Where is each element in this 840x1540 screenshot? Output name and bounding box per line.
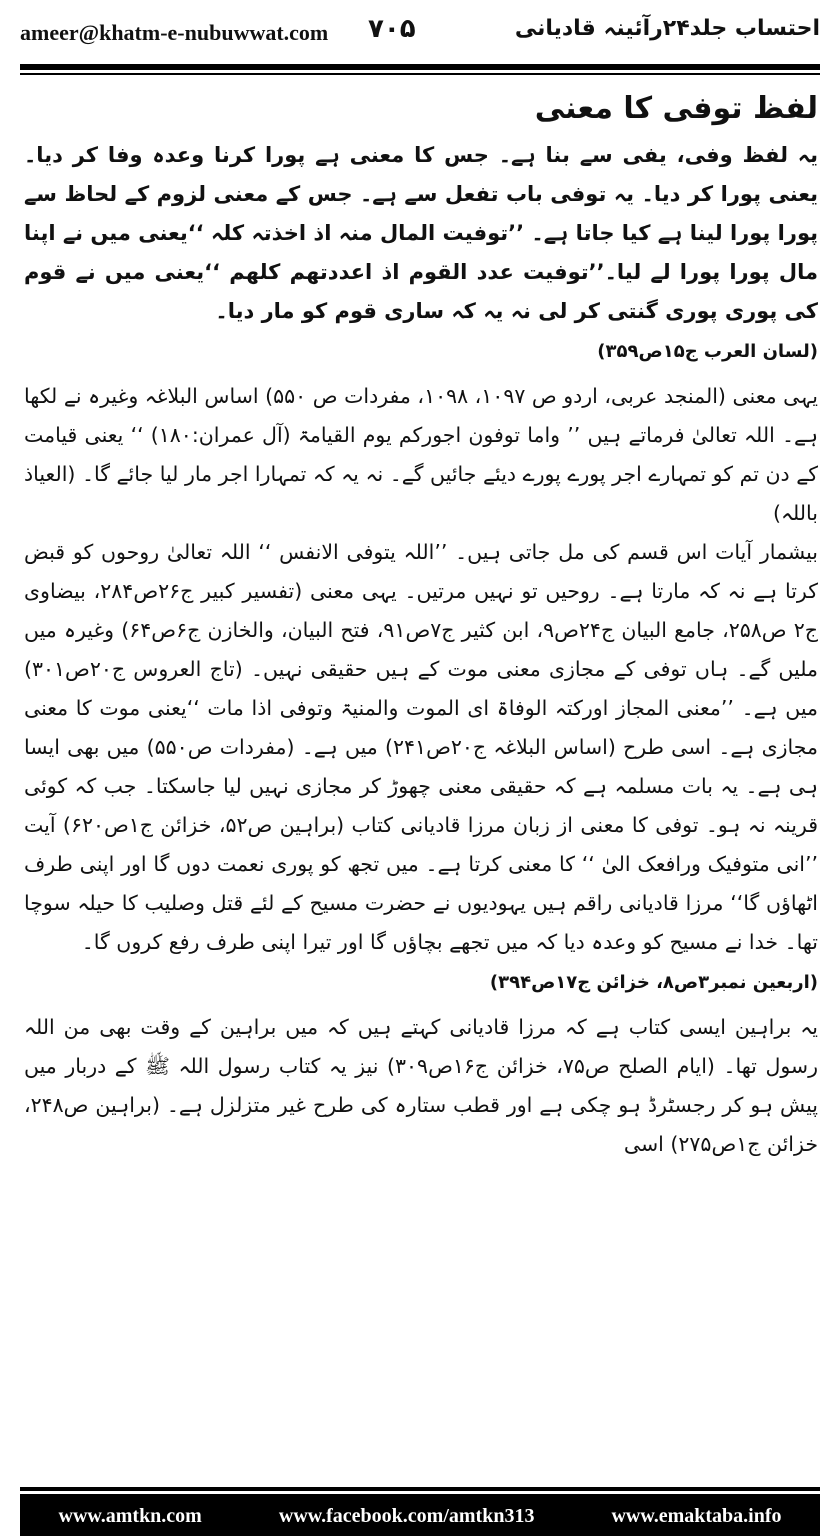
- footer-bar: [20, 1496, 820, 1536]
- page-content: [24, 82, 818, 1164]
- paragraph-4: یہ براہین ایسی کتاب ہے کہ مرزا قادیانی کہتے ہیں کہ میں براہین کے وقت بھی من اللہ رسول تھا۔ (ایام الصلح ص۷۵، خزائن ج۱۶ص۳۰۹) نیز یہ کتاب رسول اللہ ﷺ کے دربار میں پیش ہو کر رجسٹرڈ ہو چکی ہے اور قطب ستارہ کی طرح غیر متزلزل ہے۔ (براہین ص۲۴۸، خزائن ج۱ص۲۷۵) اسی: [24, 1015, 819, 1156]
- page-number: ۷۰۵: [368, 14, 416, 44]
- header-email[interactable]: ameer@khatm-e-nubuwwat.com: [20, 20, 329, 45]
- paragraph-1: یہ لفظ وفی، یفی سے بنا ہے۔ جس کا معنی ہے پورا کرنا وعدہ وفا کر دیا۔ یعنی پورا کر دیا۔ یہ توفی باب تفعل سے ہے۔ جس کے معنی لزوم کے لحاظ سے پورا پورا لینا ہے کیا جاتا ہے۔ ’’توفیت المال منہ اذ اخذتہ کلہ ‘‘یعنی میں نے اپنا مال پورا پورا لے لیا۔’’توفیت عدد القوم اذ اعددتھم کلھم ‘‘یعنی میں نے قوم کی پوری پوری گنتی کر لی نہ یہ کہ ساری قوم کو مار دیا۔: [24, 143, 818, 323]
- section-heading: لفظ توفی کا معنی: [534, 91, 818, 126]
- header-rule-thin: [20, 73, 820, 75]
- series-title: احتساب جلد۲۴رآئینہ قادیانی: [514, 16, 820, 41]
- footer-link-facebook[interactable]: www.facebook.com/amtkn313: [278, 1504, 535, 1527]
- reference-1: (لسان العرب ج۱۵ص۳۵۹): [597, 341, 818, 362]
- footer-link-emaktaba[interactable]: www.emaktaba.info: [611, 1504, 782, 1527]
- header-rule-thick: [20, 64, 820, 70]
- footer-link-amtkn[interactable]: www.amtkn.com: [58, 1504, 202, 1527]
- footer-rule-thick: [20, 1487, 820, 1491]
- page-header: [20, 14, 820, 60]
- paragraph-3: بیشمار آیات اس قسم کی مل جاتی ہیں۔ ’’اللہ یتوفی الانفس ‘‘ اللہ تعالیٰ روحوں کو قبض کرتا ہے نہ کہ مارتا ہے۔ روحیں تو نہیں مرتیں۔ یہی معنی (تفسیر کبیر ج۲۶ص۲۸۴، بیضاوی ج۲ ص۲۵۸، جامع البیان ج۲۴ص۹، ابن کثیر ج۷ص۹۱، فتح البیان، والخازن ج۶ص۶۴) وغیرہ میں ملیں گے۔ ہاں توفی کے مجازی معنی موت کے ہیں حقیقی نہیں۔ (تاج العروس ج۲۰ص۳۰۱) میں ہے۔ ’’معنی المجاز اورکتہ الوفاۃ ای الموت والمنیۃ وتوفی اذا مات ‘‘یعنی موت کا معنی مجازی ہے۔ اسی طرح (اساس البلاغہ ج۲۰ص۲۴۱) میں ہے۔ (مفردات ص۵۵۰) میں بھی ایسا ہی ہے۔ یہ بات مسلمہ ہے کہ حقیقی معنی چھوڑ کر مجازی نہیں لیا جاسکتا۔ جب کہ کوئی قرینہ نہ ہو۔ توفی کا معنی از زبان مرزا قادیانی کتاب (براہین ص۵۲، خزائن ج۱ص۶۲۰) آیت ’’انی متوفیک ورافعک الیٰ ‘‘ کا معنی کرتا ہے۔ میں تجھ کو پوری نعمت دوں گا اور اپنی طرف اٹھاؤں گا‘‘ مرزا قادیانی راقم ہیں یہودیوں نے حضرت مسیح کے لئے قتل وصلیب کا حیلہ سوچا تھا۔ خدا نے مسیح کو وعدہ دیا کہ میں تجھے بچاؤں گا اور تیرا اپنی طرف رفع کروں گا۔: [24, 540, 819, 954]
- reference-2: (اربعین نمبر۳ص۸، خزائن ج۱۷ص۳۹۴): [489, 972, 818, 993]
- paragraph-2: یہی معنی (المنجد عربی، اردو ص ۱۰۹۷، ۱۰۹۸، مفردات ص ۵۵۰) اساس البلاغہ وغیرہ نے لکھا ہے۔ اللہ تعالیٰ فرماتے ہیں ’’ واما توفون اجورکم یوم القیامۃ (آل عمران:۱۸۰) ‘‘ یعنی قیامت کے دن تم کو تمہارے اجر پورے پورے دیئے جائیں گے۔ نہ یہ کہ تمہارا اجر مار لیا جائے گا۔ (العیاذ باللہ): [24, 384, 818, 525]
